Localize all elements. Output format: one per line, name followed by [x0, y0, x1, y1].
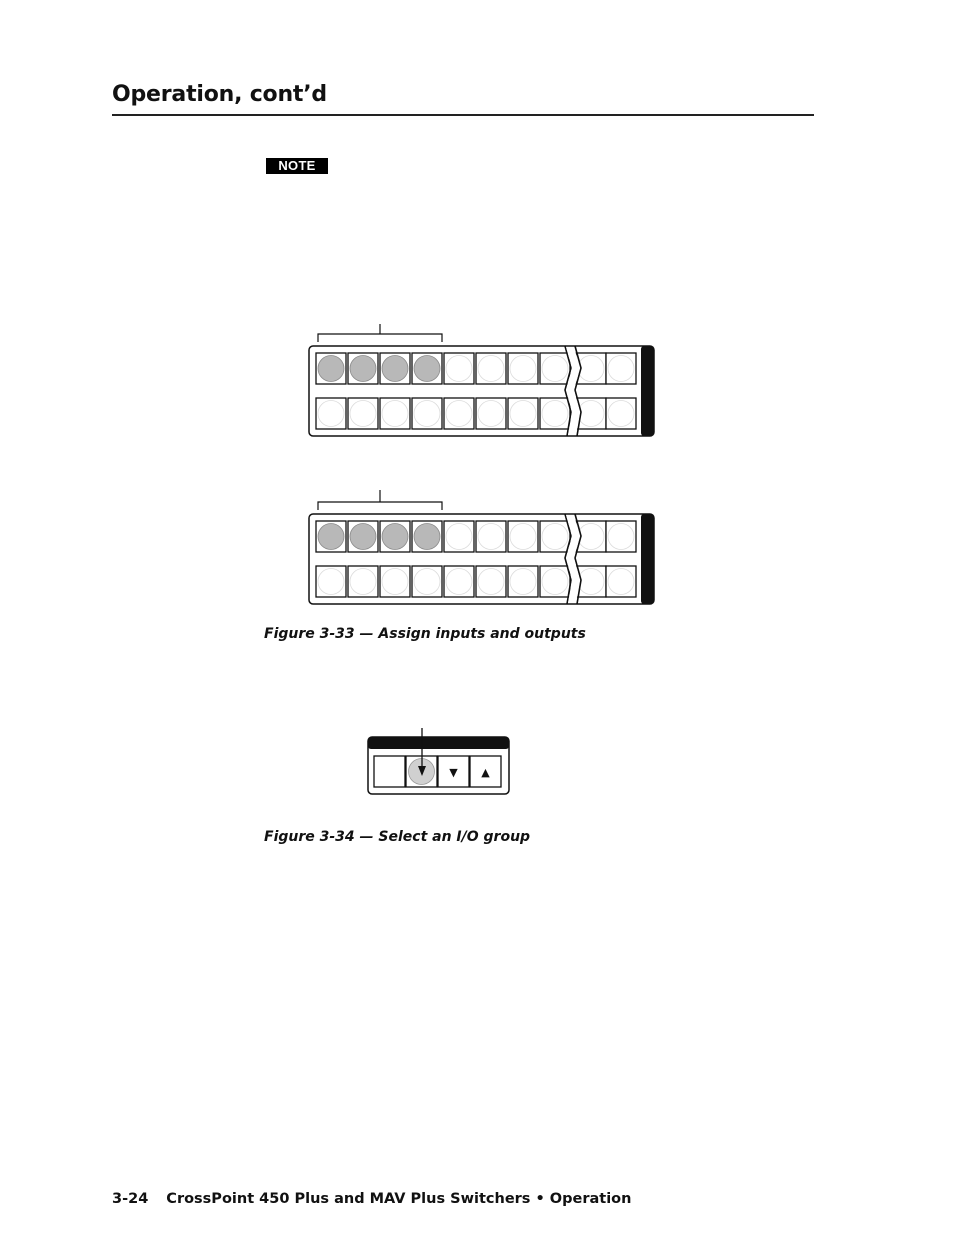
panel-button[interactable]	[380, 566, 410, 597]
panel-button[interactable]	[444, 521, 474, 552]
group-button-row	[374, 756, 501, 787]
panel-button[interactable]	[380, 521, 410, 552]
group-blank-button[interactable]	[374, 756, 405, 787]
panel-button[interactable]	[380, 398, 410, 429]
panel-button[interactable]	[412, 566, 442, 597]
group-down-arrow-icon-button[interactable]	[438, 756, 469, 787]
figure-caption-3-33: Figure 3-33 — Assign inputs and outputs	[264, 626, 586, 642]
panel-end-cap	[641, 346, 654, 436]
panel-button[interactable]	[348, 521, 378, 552]
panel-button[interactable]	[348, 353, 378, 384]
panel-top-band	[368, 737, 509, 749]
panel-button[interactable]	[412, 353, 442, 384]
panel-button[interactable]	[412, 521, 442, 552]
input-panel	[309, 324, 654, 436]
button-row-bottom	[316, 398, 636, 429]
page-number: 3-24	[112, 1191, 149, 1207]
panel-button[interactable]	[508, 566, 538, 597]
panel-button[interactable]	[444, 398, 474, 429]
page-title: Operation, cont’d	[112, 82, 327, 107]
panel-button[interactable]	[606, 566, 636, 597]
panel-button[interactable]	[476, 521, 506, 552]
output-panel	[309, 490, 654, 604]
panel-button[interactable]	[540, 353, 570, 384]
panel-button[interactable]	[348, 398, 378, 429]
up-arrow-icon: ▲	[481, 766, 490, 779]
panel-button[interactable]	[316, 521, 346, 552]
panel-button[interactable]	[444, 566, 474, 597]
panel-button[interactable]	[606, 353, 636, 384]
panel-button[interactable]	[316, 566, 346, 597]
panel-button[interactable]	[380, 353, 410, 384]
panel-end-cap	[641, 514, 654, 604]
note-badge: NOTE	[266, 158, 328, 174]
panel-button[interactable]	[476, 353, 506, 384]
button-row-top	[316, 521, 636, 552]
panel-button[interactable]	[444, 353, 474, 384]
panel-button[interactable]	[316, 353, 346, 384]
group-select-panel	[368, 728, 509, 794]
panel-button[interactable]	[316, 398, 346, 429]
panel-button[interactable]	[508, 398, 538, 429]
panel-button[interactable]	[508, 353, 538, 384]
button-row-bottom	[316, 566, 636, 597]
panel-button[interactable]	[606, 398, 636, 429]
panel-button[interactable]	[606, 521, 636, 552]
panel-button[interactable]	[540, 521, 570, 552]
footer-text: CrossPoint 450 Plus and MAV Plus Switchers • Operation	[166, 1191, 632, 1207]
input-group-bracket	[318, 324, 442, 342]
button-row-top	[316, 353, 636, 384]
panel-button[interactable]	[508, 521, 538, 552]
down-arrow-icon: ▼	[449, 766, 458, 779]
panel-button[interactable]	[540, 398, 570, 429]
output-group-bracket	[318, 490, 442, 510]
page-footer	[112, 1191, 631, 1207]
panel-button[interactable]	[540, 566, 570, 597]
panel-button[interactable]	[348, 566, 378, 597]
panel-button[interactable]	[476, 398, 506, 429]
group-up-arrow-icon-button[interactable]	[470, 756, 501, 787]
figure-caption-3-34: Figure 3-34 — Select an I/O group	[264, 829, 531, 845]
panel-button[interactable]	[412, 398, 442, 429]
panel-button[interactable]	[476, 566, 506, 597]
